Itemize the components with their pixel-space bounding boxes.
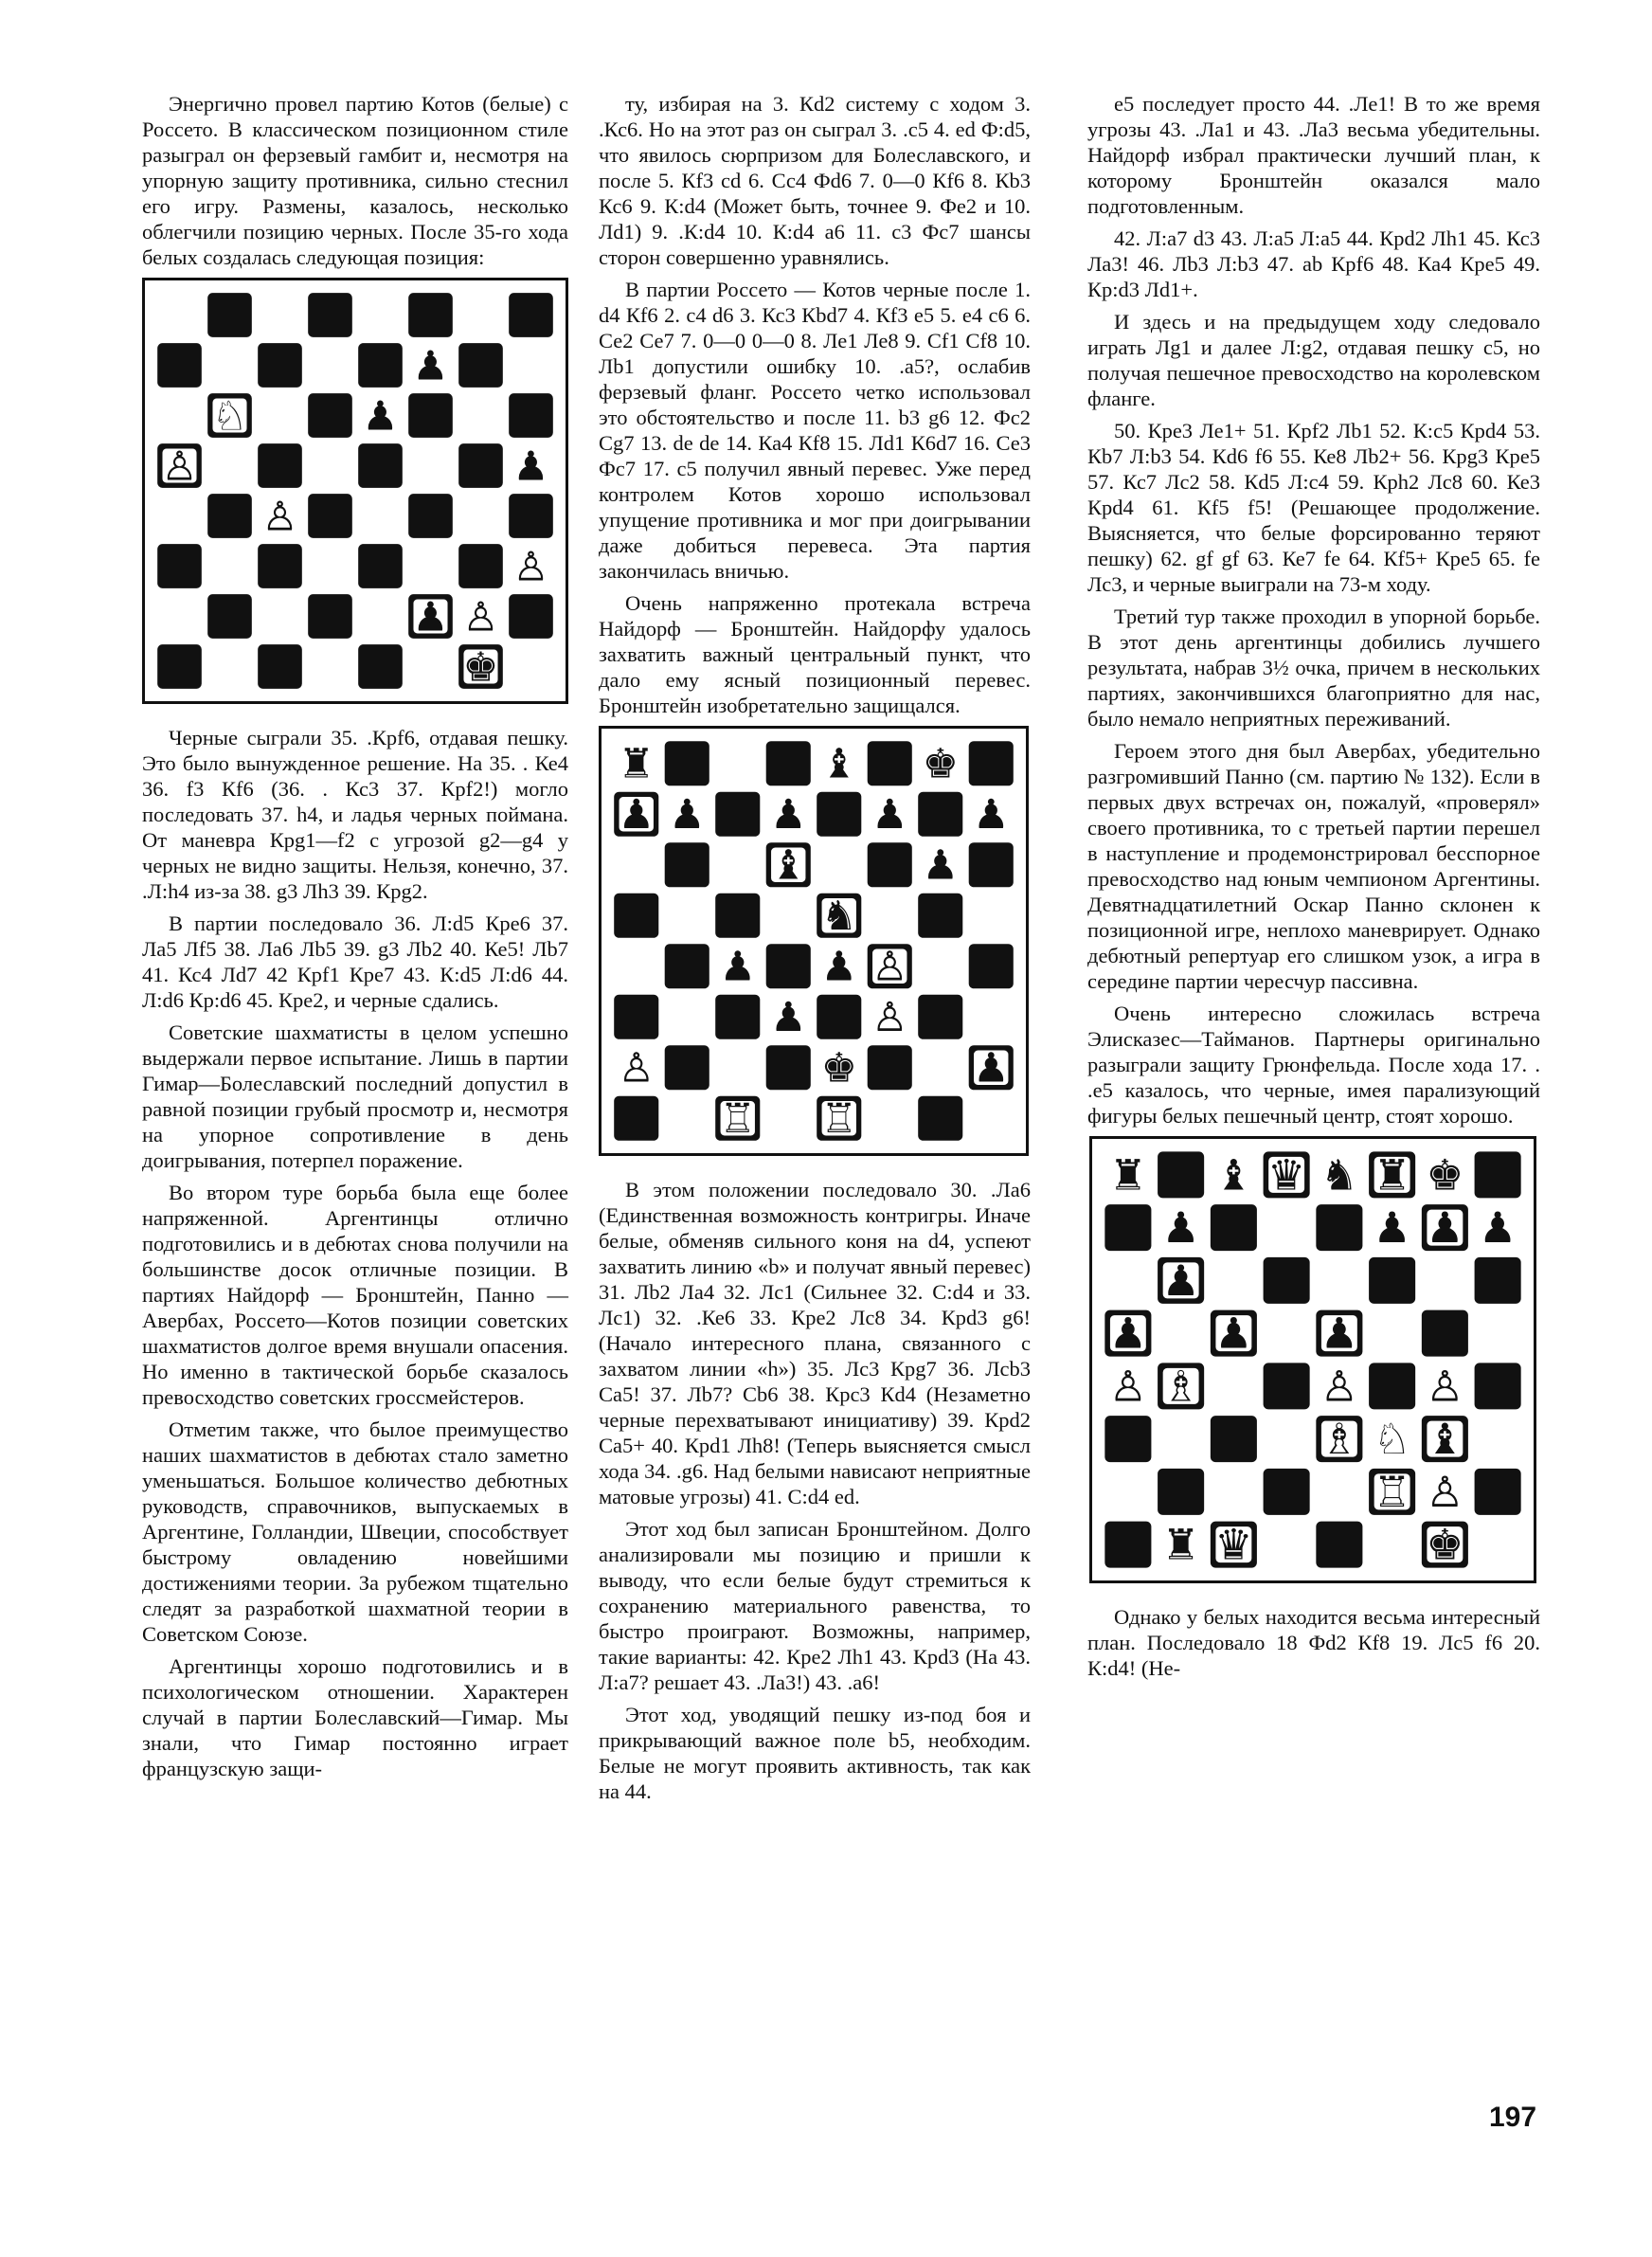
dark-square [1475,1363,1521,1409]
dark-square [665,1045,709,1090]
chess-piece-h7: ♟ [1479,1203,1517,1254]
paragraph: Третий тур также проходил в упорной борьбе. В этот день аргентинцы добились лучшего результата, набрав 3½ очка, причем в нескольких партиях, закончившихся благоприятно для нас, было немало неприятных переживаний. [1087,605,1540,731]
dark-square [408,293,453,337]
chess-piece-f2: ♖ [1373,1467,1411,1517]
dark-square [1104,1204,1151,1251]
dark-square [868,1045,912,1090]
chess-piece-e4: ♟ [820,943,857,991]
chess-piece-g2: ♙ [1426,1467,1464,1517]
dark-square [1264,1257,1310,1304]
chess-piece-b1: ♜ [1161,1520,1200,1570]
dark-square [918,894,962,938]
chess-piece-e3: ♗ [1320,1415,1358,1465]
dark-square [207,594,252,639]
chess-piece-c1: ♛ [1214,1520,1253,1570]
page-number: 197 [1489,2102,1537,2133]
dark-square [1211,1204,1257,1251]
dark-square [1104,1522,1151,1568]
dark-square [408,494,453,538]
dark-square [1104,1416,1151,1462]
dark-square [207,494,252,538]
dark-square [614,1096,658,1141]
paragraph: Отметим также, что былое преимущество наших шахматистов в дебютах стало заметно уменьшаться. Большое количество дебютных руководств, справочников, выпускаемых в Аргентине, Голландии, Швеции, способствует быстрому овладению новейшими достижениями теории. За рубежом тщательно следят за разработкой шахматной теории в Советском Союзе. [142,1417,568,1646]
paragraph: Во втором туре борьба была еще более напряженной. Аргентинцы отлично подготовились и в дебютах снова получили на большинстве досок отличные позиции. В партиях Найдорф — Бронштейн, Панно — Авербах, Россето—Котов позиции советских шахматистов долгое время внушали опасения. Но именно в тактической борьбе сказалось превосходство советских гроссмейстеров. [142,1181,568,1409]
dark-square [715,894,760,938]
text-column-2 [599,91,1031,1811]
chess-piece-f4: ♙ [871,943,908,991]
dark-square [1475,1151,1521,1198]
chess-piece-b6: ♟ [1161,1255,1200,1306]
chess-piece-h7: ♟ [973,791,1010,840]
dark-square [358,544,403,588]
chess-piece-f7: ♟ [1373,1203,1411,1254]
chess-piece-e5: ♞ [820,893,857,941]
dark-square [1158,1151,1204,1198]
dark-square [614,894,658,938]
chess-piece-e4: ♙ [1320,1362,1358,1412]
chess-piece-f3: ♘ [1373,1415,1411,1465]
dark-square [1422,1310,1468,1357]
paragraph: В партии Россето — Котов черные после 1. d4 Кf6 2. c4 d6 3. Кс3 Кbd7 4. Кf3 е5 5. е4 с6 6. Се2 Се7 7. 0—0 0—0 8. Ле1 Ле8 9. Сf1 Сf8 10. Лb1 допустили ошибку 10. .а5?, ослабив ферзевый фланг. Россето четко использовал это обстоятельство и после 11. b3 g6 12. Фс2 Сg7 13. de de 14. Ка4 Кf8 15. Лd1 К6d7 16. Се3 Фс7 17. с5 получил явный перевес. Уже перед контролем Котов хорошо использовал упущение противника и мог при доигрывании даже добиться перевеса. Эта партия закончилась вничью. [599,278,1031,583]
chess-piece-h5: ♟ [512,442,549,490]
dark-square [308,293,352,337]
dark-square [817,792,861,837]
chess-piece-f7: ♟ [412,342,449,389]
chess-piece-f3: ♙ [871,994,908,1042]
dark-square [308,594,352,639]
chess-piece-g4: ♙ [1426,1362,1464,1412]
text-column-1 [142,91,568,1788]
chess-piece-d6: ♝ [770,841,807,890]
dark-square [918,995,962,1039]
chess-piece-c1: ♖ [719,1095,756,1144]
chess-piece-b7: ♟ [669,791,706,840]
dark-square [665,741,709,785]
chess-piece-e1: ♖ [820,1095,857,1144]
paragraph: ту, избирая на 3. Кd2 систему с ходом 3. .Кс6. Но на этот раз он сыграл 3. .с5 4. ed Ф:d5, что явилось сюрпризом для Болеславского, и после 5. Кf3 cd 6. Сс4 Фd6 7. 0—0 Кf6 8. Кb3 Кс6 9. К:d4 (Может быть, точнее 9. Фе2 и 10. Лd1) 9. .К:d4 10. К:d4 а6 11. с3 Фс7 шансы сторон совершенно уравнялись. [599,92,1031,269]
chess-piece-f8: ♜ [1373,1150,1411,1201]
chess-piece-e5: ♟ [1320,1309,1358,1359]
chess-piece-g8: ♚ [1426,1150,1464,1201]
chess-piece-g8: ♚ [922,740,959,788]
chess-piece-c8: ♝ [1214,1150,1253,1201]
dark-square [969,741,1014,785]
chess-piece-b4: ♗ [1161,1362,1200,1412]
chess-piece-g1: ♚ [1426,1520,1464,1570]
dark-square [1369,1363,1415,1409]
chess-piece-e6: ♟ [362,392,399,440]
chess-piece-g3: ♝ [1426,1415,1464,1465]
chess-piece-c4: ♟ [719,943,756,991]
dark-square [458,343,503,388]
chess-piece-a5: ♙ [161,442,198,490]
chess-piece-e8: ♝ [820,740,857,788]
dark-square [1211,1416,1257,1462]
dark-square [1316,1522,1362,1568]
dark-square [358,443,403,488]
dark-square [308,393,352,438]
paragraph: Однако у белых находится весьма интересный план. Последовало 18 Фd2 Кf8 19. Лс5 f6 20. К:d4! (Не- [1087,1605,1540,1680]
dark-square [157,544,202,588]
dark-square [918,792,962,837]
paragraph: 50. Кре3 Ле1+ 51. Крf2 Лb1 52. К:с5 Крd4 53. Кb7 Л:b3 54. Кd6 f6 55. Ке8 Лb2+ 56. Крg3 Кре5 57. Кс7 Лс2 58. Кd5 Л:с4 59. Крh2 Лс8 60. Ке3 Крd4 61. Кf5 f5! (Решающее продолжение. Выясняется, что белые форсированно теряют пешку) 62. gf gf 63. Ке7 fe 64. Кf5+ Кре5 65. fe Лс3, и черные выиграли на 73-м ходу. [1087,419,1540,596]
dark-square [868,842,912,887]
chessboard-svg [154,290,556,692]
paragraph: В партии последовало 36. Л:d5 Кре6 37. Ла5 Лf5 38. Ла6 Лb5 39. g3 Лb2 40. Ке5! Лb7 41. Кс4 Лd7 42 Крf1 Кре7 43. К:d5 Л:d6 44. Л:d6 Кр:d6 45. Кре2, и черные сдались. [142,912,568,1012]
chess-piece-d3: ♟ [770,994,807,1042]
dark-square [817,995,861,1039]
chess-piece-h2: ♟ [973,1044,1010,1092]
dark-square [408,393,453,438]
chessboard-svg [1102,1148,1524,1571]
dark-square [509,594,553,639]
dark-square [358,343,403,388]
chess-piece-f7: ♟ [871,791,908,840]
paragraph: Аргентинцы хорошо подготовились и в психологическом отношении. Характерен случай в партии Болеславский—Гимар. Мы знали, что Гимар постоянно играет французскую защи- [142,1654,568,1780]
chess-piece-h3: ♙ [512,543,549,590]
chess-piece-f2: ♟ [412,593,449,641]
dark-square [509,293,553,337]
dark-square [766,944,811,988]
paragraph: И здесь и на предыдущем ходу следовало играть Лg1 и далее Л:g2, отдавая пешку с5, но получая пешечное превосходство на королевском фланге. [1087,310,1540,410]
dark-square [868,741,912,785]
text-column-3 [1087,91,1540,1688]
dark-square [1369,1257,1415,1304]
chess-diagram-2 [599,726,1029,1156]
dark-square [258,443,302,488]
chess-piece-b6: ♘ [211,392,248,440]
paragraph: Очень напряженно протекала встреча Найдорф — Бронштейн. Найдорфу удалось захватить важный центральный пункт, что дало ему ясный позиционный перевес. Бронштейн изобретательно защищался. [599,591,1031,717]
chess-piece-a8: ♜ [618,740,655,788]
chess-piece-b7: ♟ [1161,1203,1200,1254]
dark-square [766,741,811,785]
dark-square [358,644,403,689]
dark-square [509,393,553,438]
chess-piece-e2: ♚ [820,1044,857,1092]
dark-square [715,995,760,1039]
chess-piece-a8: ♜ [1108,1150,1147,1201]
paragraph: е5 последует просто 44. .Ле1! В то же время угрозы 43. .Ла1 и 43. .Ла3 весьма убедительны. Найдорф избрал практически лучший план, к которому Бронштейн оказался мало подготовленным. [1087,92,1540,218]
dark-square [458,443,503,488]
paragraph: Очень интересно сложилась встреча Элисказес—Тайманов. Партнеры оригинально разыграли защиту Грюнфельда. После хода 17. . .е5 казалось, что черные, имея парализующий фигуры белых пешечный центр, стоят хорошо. [1087,1002,1540,1128]
dark-square [509,494,553,538]
dark-square [1475,1257,1521,1304]
dark-square [258,644,302,689]
chess-diagram-1 [142,278,568,704]
paragraph: Энергично провел партию Котов (белые) с Россето. В классическом позиционном стиле разыграл он ферзевый гамбит и, несмотря на упорную защиту противника, сильно стеснил его игру. Размены, казалось, несколько облегчили позицию черных. После 35-го хода белых создалась следующая позиция: [142,92,568,269]
dark-square [157,644,202,689]
dark-square [258,343,302,388]
dark-square [969,842,1014,887]
dark-square [207,293,252,337]
chess-piece-g6: ♟ [922,841,959,890]
dark-square [1264,1469,1310,1515]
chess-piece-e8: ♞ [1320,1150,1358,1201]
dark-square [969,944,1014,988]
chess-piece-d7: ♟ [770,791,807,840]
chess-piece-a2: ♙ [618,1044,655,1092]
dark-square [665,944,709,988]
chess-piece-g7: ♟ [1426,1203,1464,1254]
paragraph: Этот ход, уводящий пешку из-под боя и прикрывающий важное поле b5, необходим. Белые не могут проявить активность, так как на 44. [599,1703,1031,1803]
chess-piece-a4: ♙ [1108,1362,1147,1412]
chess-piece-g1: ♚ [462,643,499,691]
paragraph: Этот ход был записан Бронштейном. Долго анализировали мы позицию и пришли к выводу, что если белые будут стремиться к сохранению материального равенства, то быстро проиграют. Возможны, например, такие варианты: 42. Кре2 Лh1 43. Крd3 (На 43. Л:а7? решает 43. .Ла3!) 43. .а6! [599,1517,1031,1694]
chess-piece-a7: ♟ [618,791,655,840]
chess-piece-c5: ♟ [1214,1309,1253,1359]
paragraph: 42. Л:а7 d3 43. Л:а5 Л:а5 44. Крd2 Лh1 45. Кс3 Ла3! 46. Лb3 Л:b3 47. ab Крf6 48. Ка4 Кре5 49. Кр:d3 Лd1+. [1087,226,1540,301]
chess-diagram-3 [1089,1136,1536,1583]
paragraph: В этом положении последовало 30. .Ла6 (Единственная возможность контригры. Иначе белые, обменяв сильного коня на d4, успеют захватить линию «b» и получат явный перевес) 31. Лb2 Ла4 32. Лс1 (Сильнее 32. С:d4 и 33. Лс1) 32. .Ке6 33. Кре2 Лс8 34. Крd3 g6! (Начало интересного плана, связанного с захватом линии «h») 35. Лс3 Крg7 36. Лсb3 Са5! 37. Лb7? Сb6 38. Крс3 Кd4 (Незаметно черные перехватывают инициативу) 39. Крd2 Са5+ 40. Крd1 Лh8! (Теперь выясняется смысл хода 34. .g6. Над белыми нависают неприятные матовые угрозы) 41. С:d4 ed. [599,1178,1031,1508]
chess-piece-c4: ♙ [261,493,298,540]
chess-piece-a5: ♟ [1108,1309,1147,1359]
dark-square [1158,1469,1204,1515]
dark-square [1475,1469,1521,1515]
dark-square [258,544,302,588]
dark-square [766,1045,811,1090]
dark-square [918,1096,962,1141]
dark-square [715,792,760,837]
dark-square [458,544,503,588]
dark-square [308,494,352,538]
dark-square [1264,1363,1310,1409]
dark-square [614,995,658,1039]
dark-square [1316,1204,1362,1251]
dark-square [157,343,202,388]
chess-piece-d8: ♛ [1267,1150,1306,1201]
dark-square [665,842,709,887]
chess-piece-g2: ♙ [462,593,499,641]
paragraph: Героем этого дня был Авербах, убедительно разгромивший Панно (см. партию № 132). Если в первых двух встречах он, пожалуй, «проверял» своего противника, то с третьей партии перешел в наступление и продемонстрировал бесспорное превосходство над юным чемпионом Аргентины. Девятнадцатилетний Оскар Панно склонен к позиционной игре, неплохо маневрирует. Однако дебютный репертуар его слишком узок, а игра в середине партии чересчур пассивна. [1087,739,1540,993]
paragraph: Черные сыграли 35. .Крf6, отдавая пешку. Это было вынужденное решение. На 35. . Ке4 36. f3 Кf6 (36. . Кс3 37. Крf2!) могло последовать 37. h4, и ладья черных поймана. От маневра Крg1—f2 с угрозой g2—g4 у черных не видно защиты. Нельзя, конечно, 37. .Л:h4 из-за 38. g3 Лh3 39. Крg2. [142,726,568,903]
chessboard-svg [611,738,1016,1144]
paragraph: Советские шахматисты в целом успешно выдержали первое испытание. Лишь в партии Гимар—Болеславский последний допустил в равной позиции грубый просмотр и, несмотря на упорное сопротивление в день доигрывания, потерпел поражение. [142,1020,568,1172]
